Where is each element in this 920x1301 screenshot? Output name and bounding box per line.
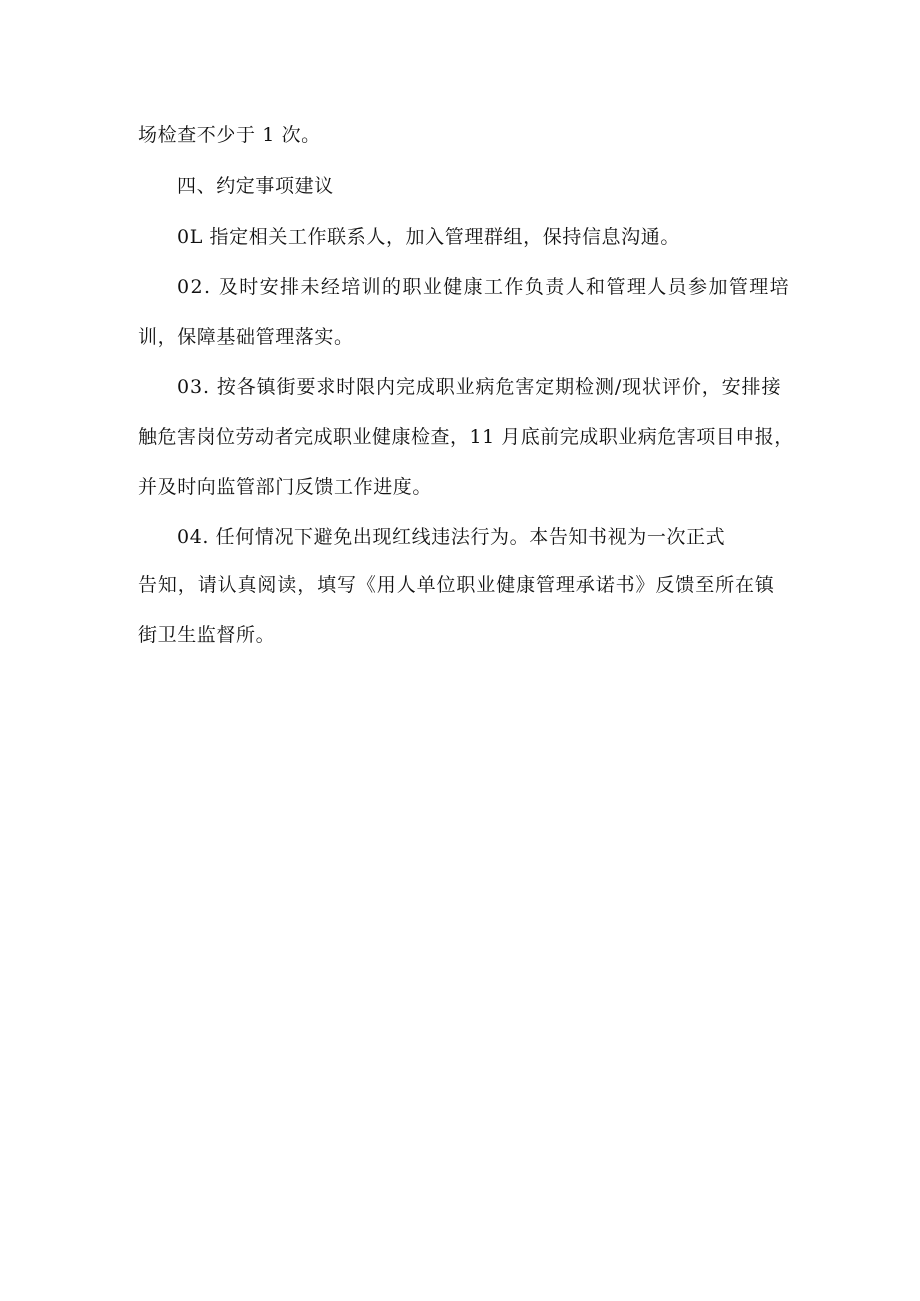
item-04-line-3: 街卫生监督所。 bbox=[138, 624, 276, 646]
item-04-line-2: 告知，请认真阅读，填写《用人单位职业健康管理承诺书》反馈至所在镇 bbox=[138, 574, 775, 596]
item-04-line-1: 04. 任何情况下避免出现红线违法行为。本告知书视为一次正式 bbox=[177, 526, 726, 548]
item-03-line-3: 并及时向监管部门反馈工作进度。 bbox=[138, 476, 433, 498]
item-03-line-2: 触危害岗位劳动者完成职业健康检查，11 月底前完成职业病危害项目申报， bbox=[138, 426, 794, 448]
item-01-line: 0L 指定相关工作联系人，加入管理群组，保持信息沟通。 bbox=[177, 226, 680, 248]
section-heading: 四、约定事项建议 bbox=[177, 175, 334, 197]
paragraph-line-continuation: 场检查不少于 1 次。 bbox=[138, 124, 321, 146]
item-02-line-2: 训，保障基础管理落实。 bbox=[138, 326, 354, 348]
item-03-line-1: 03. 按各镇街要求时限内完成职业病危害定期检测/现状评价，安排接 bbox=[177, 376, 782, 398]
item-02-line-1: 02. 及时安排未经培训的职业健康工作负责人和管理人员参加管理培 bbox=[177, 276, 791, 298]
